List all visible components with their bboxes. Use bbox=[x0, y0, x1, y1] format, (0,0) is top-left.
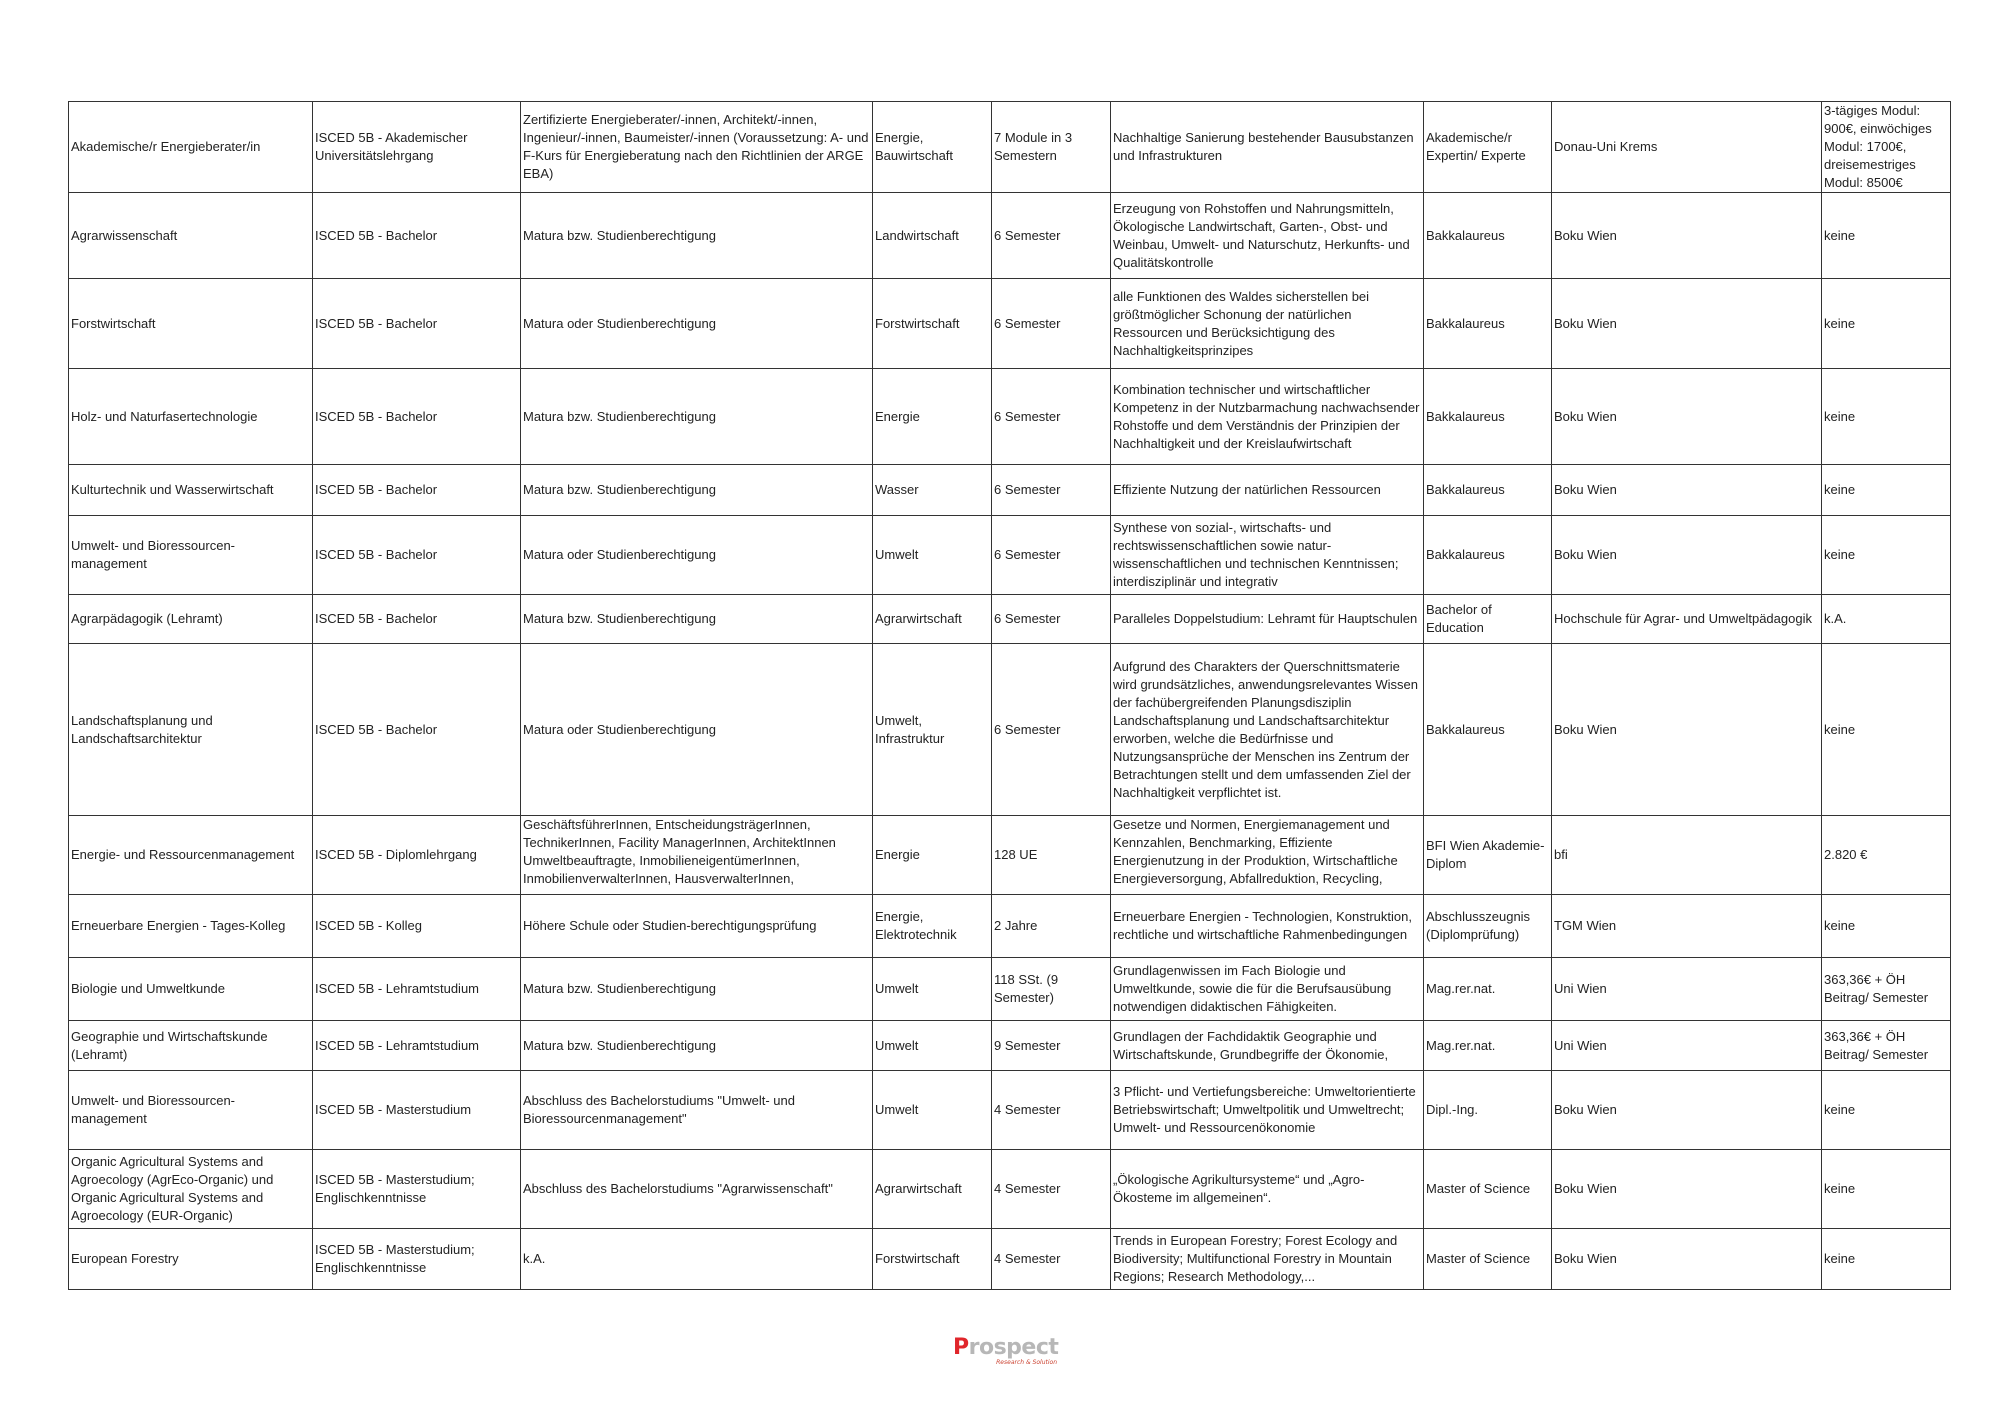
cell-anbieter: Uni Wien bbox=[1552, 1021, 1822, 1071]
cell-anbieter: TGM Wien bbox=[1552, 895, 1822, 958]
cell-inhalt: Synthese von sozial-, wirtschafts- und rechtswissenschaftlichen sowie natur-wissenschaftlichen und technischen Kenntnissen; interdisziplinär und integrativ bbox=[1111, 516, 1424, 595]
cell-anbieter: Boku Wien bbox=[1552, 644, 1822, 816]
cell-isced: ISCED 5B - Bachelor bbox=[313, 465, 521, 516]
cell-abschluss: Bakkalaureus bbox=[1424, 369, 1552, 465]
cell-inhalt: Erzeugung von Rohstoffen und Nahrungsmitteln, Ökologische Landwirtschaft, Garten-, Obst- und Weinbau, Umwelt- und Naturschutz, Herkunfts- und Qualitätskontrolle bbox=[1111, 193, 1424, 279]
cell-kosten: 363,36€ + ÖH Beitrag/ Semester bbox=[1822, 1021, 1951, 1071]
cell-zugang: GeschäftsführerInnen, EntscheidungsträgerInnen, TechnikerInnen, Facility ManagerInnen, ArchitektInnen Umweltbeauftragte, InmobilieneigentümerInnen, InmobilienverwalterInnen, HausverwalterInnen, bbox=[521, 816, 873, 895]
cell-zugang: Matura bzw. Studienberechtigung bbox=[521, 369, 873, 465]
cell-kosten: 2.820 € bbox=[1822, 816, 1951, 895]
cell-abschluss: Master of Science bbox=[1424, 1150, 1552, 1229]
cell-dauer: 6 Semester bbox=[992, 369, 1111, 465]
cell-anbieter: Boku Wien bbox=[1552, 1071, 1822, 1150]
cell-zugang: Matura bzw. Studienberechtigung bbox=[521, 595, 873, 644]
programs-table bbox=[68, 101, 1951, 1290]
cell-abschluss: Mag.rer.nat. bbox=[1424, 958, 1552, 1021]
cell-abschluss: Bakkalaureus bbox=[1424, 644, 1552, 816]
cell-abschluss: Bakkalaureus bbox=[1424, 193, 1552, 279]
cell-kosten: keine bbox=[1822, 1071, 1951, 1150]
table-row bbox=[69, 1071, 1951, 1150]
cell-abschluss: Bachelor of Education bbox=[1424, 595, 1552, 644]
cell-kosten: keine bbox=[1822, 1150, 1951, 1229]
table-row bbox=[69, 958, 1951, 1021]
cell-inhalt: Grundlagen der Fachdidaktik Geographie und Wirtschaftskunde, Grundbegriffe der Ökonomie, bbox=[1111, 1021, 1424, 1071]
logo-text: rospect bbox=[968, 1335, 1059, 1360]
cell-bereich: Umwelt bbox=[873, 1021, 992, 1071]
cell-isced: ISCED 5B - Bachelor bbox=[313, 516, 521, 595]
table-row bbox=[69, 1021, 1951, 1071]
cell-dauer: 4 Semester bbox=[992, 1229, 1111, 1290]
cell-name: European Forestry bbox=[69, 1229, 313, 1290]
cell-bereich: Energie, Bauwirtschaft bbox=[873, 102, 992, 193]
cell-dauer: 4 Semester bbox=[992, 1071, 1111, 1150]
cell-name: Landschaftsplanung und Landschaftsarchitektur bbox=[69, 644, 313, 816]
cell-isced: ISCED 5B - Bachelor bbox=[313, 644, 521, 816]
cell-bereich: Forstwirtschaft bbox=[873, 1229, 992, 1290]
cell-bereich: Umwelt bbox=[873, 516, 992, 595]
cell-dauer: 4 Semester bbox=[992, 1150, 1111, 1229]
table-row bbox=[69, 1229, 1951, 1290]
cell-isced: ISCED 5B - Masterstudium bbox=[313, 1071, 521, 1150]
cell-name: Akademische/r Energieberater/in bbox=[69, 102, 313, 193]
cell-abschluss: Akademische/r Expertin/ Experte bbox=[1424, 102, 1552, 193]
cell-isced: ISCED 5B - Diplomlehrgang bbox=[313, 816, 521, 895]
cell-bereich: Energie bbox=[873, 816, 992, 895]
table-row bbox=[69, 1150, 1951, 1229]
table-row bbox=[69, 816, 1951, 895]
cell-bereich: Landwirtschaft bbox=[873, 193, 992, 279]
cell-isced: ISCED 5B - Kolleg bbox=[313, 895, 521, 958]
cell-kosten: keine bbox=[1822, 465, 1951, 516]
cell-zugang: Matura bzw. Studienberechtigung bbox=[521, 1021, 873, 1071]
table-row bbox=[69, 895, 1951, 958]
cell-kosten: keine bbox=[1822, 193, 1951, 279]
cell-inhalt: Aufgrund des Charakters der Querschnittsmaterie wird grundsätzliches, anwendungsrelevantes Wissen der fachübergreifenden Planungsdisziplin Landschaftsplanung und Landschaftsarchitektur erworben, welche die Bedürfnisse und Nutzungsansprüche der Menschen ins Zentrum der Betrachtungen stellt und dem umfassenden Ziel der Nachhaltigkeit verpflichtet ist. bbox=[1111, 644, 1424, 816]
cell-abschluss: Dipl.-Ing. bbox=[1424, 1071, 1552, 1150]
cell-name: Agrarpädagogik (Lehramt) bbox=[69, 595, 313, 644]
cell-isced: ISCED 5B - Lehramtstudium bbox=[313, 1021, 521, 1071]
cell-kosten: keine bbox=[1822, 644, 1951, 816]
cell-name: Biologie und Umweltkunde bbox=[69, 958, 313, 1021]
cell-abschluss: Mag.rer.nat. bbox=[1424, 1021, 1552, 1071]
cell-name: Agrarwissenschaft bbox=[69, 193, 313, 279]
cell-abschluss: Bakkalaureus bbox=[1424, 465, 1552, 516]
table-row bbox=[69, 102, 1951, 193]
cell-zugang: Höhere Schule oder Studien-berechtigungsprüfung bbox=[521, 895, 873, 958]
cell-zugang: Matura oder Studienberechtigung bbox=[521, 644, 873, 816]
cell-dauer: 6 Semester bbox=[992, 516, 1111, 595]
cell-bereich: Umwelt bbox=[873, 958, 992, 1021]
cell-isced: ISCED 5B - Masterstudium; Englischkenntnisse bbox=[313, 1229, 521, 1290]
cell-zugang: Matura bzw. Studienberechtigung bbox=[521, 465, 873, 516]
cell-anbieter: Boku Wien bbox=[1552, 1150, 1822, 1229]
cell-dauer: 6 Semester bbox=[992, 279, 1111, 369]
table-row bbox=[69, 279, 1951, 369]
cell-dauer: 6 Semester bbox=[992, 644, 1111, 816]
prospect-logo bbox=[953, 1336, 1063, 1370]
cell-anbieter: Boku Wien bbox=[1552, 465, 1822, 516]
cell-inhalt: „Ökologische Agrikultursysteme“ und „Agro-Ökosteme im allgemeinen“. bbox=[1111, 1150, 1424, 1229]
cell-anbieter: Boku Wien bbox=[1552, 1229, 1822, 1290]
cell-zugang: Abschluss des Bachelorstudiums "Agrarwissenschaft" bbox=[521, 1150, 873, 1229]
cell-anbieter: Donau-Uni Krems bbox=[1552, 102, 1822, 193]
cell-inhalt: Kombination technischer und wirtschaftlicher Kompetenz in der Nutzbarmachung nachwachsender Rohstoffe und dem Verständnis der Prinzipien der Nachhaltigkeit und der Kreislaufwirtschaft bbox=[1111, 369, 1424, 465]
cell-anbieter: Hochschule für Agrar- und Umweltpädagogik bbox=[1552, 595, 1822, 644]
cell-name: Holz- und Naturfasertechnologie bbox=[69, 369, 313, 465]
cell-isced: ISCED 5B - Bachelor bbox=[313, 369, 521, 465]
cell-name: Kulturtechnik und Wasserwirtschaft bbox=[69, 465, 313, 516]
cell-dauer: 9 Semester bbox=[992, 1021, 1111, 1071]
cell-inhalt: Trends in European Forestry; Forest Ecology and Biodiversity; Multifunctional Forestry in Mountain Regions; Research Methodology,... bbox=[1111, 1229, 1424, 1290]
cell-name: Geographie und Wirtschaftskunde (Lehramt) bbox=[69, 1021, 313, 1071]
cell-kosten: k.A. bbox=[1822, 595, 1951, 644]
cell-anbieter: Boku Wien bbox=[1552, 516, 1822, 595]
document-page bbox=[68, 101, 1950, 1290]
logo-tagline: Research & Solution bbox=[996, 1359, 1057, 1366]
logo-letter: P bbox=[953, 1335, 969, 1360]
cell-anbieter: Boku Wien bbox=[1552, 279, 1822, 369]
cell-inhalt: Erneuerbare Energien - Technologien, Konstruktion, rechtliche und wirtschaftliche Rahmenbedingungen bbox=[1111, 895, 1424, 958]
cell-bereich: Umwelt bbox=[873, 1071, 992, 1150]
cell-isced: ISCED 5B - Bachelor bbox=[313, 595, 521, 644]
cell-inhalt: Effiziente Nutzung der natürlichen Ressourcen bbox=[1111, 465, 1424, 516]
cell-zugang: Matura oder Studienberechtigung bbox=[521, 279, 873, 369]
cell-anbieter: Uni Wien bbox=[1552, 958, 1822, 1021]
cell-dauer: 6 Semester bbox=[992, 595, 1111, 644]
cell-dauer: 6 Semester bbox=[992, 193, 1111, 279]
cell-name: Umwelt- und Bioressourcen-management bbox=[69, 1071, 313, 1150]
cell-inhalt: Nachhaltige Sanierung bestehender Bausubstanzen und Infrastrukturen bbox=[1111, 102, 1424, 193]
cell-inhalt: Grundlagenwissen im Fach Biologie und Umweltkunde, sowie die für die Berufsausübung notwendigen didaktischen Fähigkeiten. bbox=[1111, 958, 1424, 1021]
table-row bbox=[69, 369, 1951, 465]
cell-kosten: 3-tägiges Modul: 900€, einwöchiges Modul: 1700€, dreisemestriges Modul: 8500€ bbox=[1822, 102, 1951, 193]
cell-abschluss: Bakkalaureus bbox=[1424, 516, 1552, 595]
cell-zugang: Matura bzw. Studienberechtigung bbox=[521, 958, 873, 1021]
cell-kosten: 363,36€ + ÖH Beitrag/ Semester bbox=[1822, 958, 1951, 1021]
cell-abschluss: Abschlusszeugnis (Diplomprüfung) bbox=[1424, 895, 1552, 958]
cell-dauer: 6 Semester bbox=[992, 465, 1111, 516]
cell-dauer: 118 SSt. (9 Semester) bbox=[992, 958, 1111, 1021]
cell-abschluss: BFI Wien Akademie-Diplom bbox=[1424, 816, 1552, 895]
table-body bbox=[69, 102, 1951, 1290]
cell-inhalt: Paralleles Doppelstudium: Lehramt für Hauptschulen bbox=[1111, 595, 1424, 644]
cell-bereich: Energie bbox=[873, 369, 992, 465]
cell-name: Erneuerbare Energien - Tages-Kolleg bbox=[69, 895, 313, 958]
cell-name: Organic Agricultural Systems and Agroecology (AgrEco-Organic) und Organic Agricultural Systems and Agroecology (EUR-Organic) bbox=[69, 1150, 313, 1229]
cell-zugang: Abschluss des Bachelorstudiums "Umwelt- und Bioressourcenmanagement" bbox=[521, 1071, 873, 1150]
cell-dauer: 2 Jahre bbox=[992, 895, 1111, 958]
cell-bereich: Energie, Elektrotechnik bbox=[873, 895, 992, 958]
cell-inhalt: Gesetze und Normen, Energiemanagement und Kennzahlen, Benchmarking, Effiziente Energienutzung in der Produktion, Wirtschaftliche Energieversorgung, Abfallreduktion, Recycling, bbox=[1111, 816, 1424, 895]
cell-isced: ISCED 5B - Akademischer Universitätslehrgang bbox=[313, 102, 521, 193]
cell-kosten: keine bbox=[1822, 516, 1951, 595]
cell-zugang: k.A. bbox=[521, 1229, 873, 1290]
cell-bereich: Wasser bbox=[873, 465, 992, 516]
cell-kosten: keine bbox=[1822, 369, 1951, 465]
cell-bereich: Umwelt, Infrastruktur bbox=[873, 644, 992, 816]
cell-zugang: Matura oder Studienberechtigung bbox=[521, 516, 873, 595]
cell-dauer: 128 UE bbox=[992, 816, 1111, 895]
cell-name: Umwelt- und Bioressourcen-management bbox=[69, 516, 313, 595]
cell-zugang: Matura bzw. Studienberechtigung bbox=[521, 193, 873, 279]
cell-isced: ISCED 5B - Lehramtstudium bbox=[313, 958, 521, 1021]
table-row bbox=[69, 465, 1951, 516]
table-row bbox=[69, 193, 1951, 279]
cell-isced: ISCED 5B - Bachelor bbox=[313, 279, 521, 369]
table-row bbox=[69, 516, 1951, 595]
cell-bereich: Agrarwirtschaft bbox=[873, 595, 992, 644]
table-row bbox=[69, 595, 1951, 644]
cell-zugang: Zertifizierte Energieberater/-innen, Architekt/-innen, Ingenieur/-innen, Baumeister/-innen (Voraussetzung: A- und F-Kurs für Energieberatung nach den Richtlinien der ARGE EBA) bbox=[521, 102, 873, 193]
cell-isced: ISCED 5B - Masterstudium; Englischkenntnisse bbox=[313, 1150, 521, 1229]
cell-inhalt: 3 Pflicht- und Vertiefungsbereiche: Umweltorientierte Betriebswirtschaft; Umweltpolitik und Umweltrecht; Umwelt- und Ressourcenökonomie bbox=[1111, 1071, 1424, 1150]
cell-abschluss: Master of Science bbox=[1424, 1229, 1552, 1290]
cell-anbieter: bfi bbox=[1552, 816, 1822, 895]
cell-bereich: Agrarwirtschaft bbox=[873, 1150, 992, 1229]
cell-isced: ISCED 5B - Bachelor bbox=[313, 193, 521, 279]
cell-inhalt: alle Funktionen des Waldes sicherstellen bei größtmöglicher Schonung der natürlichen Ressourcen und Berücksichtigung des Nachhaltigkeitsprinzipes bbox=[1111, 279, 1424, 369]
table-row bbox=[69, 644, 1951, 816]
cell-name: Energie- und Ressourcenmanagement bbox=[69, 816, 313, 895]
cell-dauer: 7 Module in 3 Semestern bbox=[992, 102, 1111, 193]
cell-abschluss: Bakkalaureus bbox=[1424, 279, 1552, 369]
cell-kosten: keine bbox=[1822, 895, 1951, 958]
cell-name: Forstwirtschaft bbox=[69, 279, 313, 369]
cell-anbieter: Boku Wien bbox=[1552, 369, 1822, 465]
cell-kosten: keine bbox=[1822, 1229, 1951, 1290]
cell-kosten: keine bbox=[1822, 279, 1951, 369]
cell-anbieter: Boku Wien bbox=[1552, 193, 1822, 279]
cell-bereich: Forstwirtschaft bbox=[873, 279, 992, 369]
